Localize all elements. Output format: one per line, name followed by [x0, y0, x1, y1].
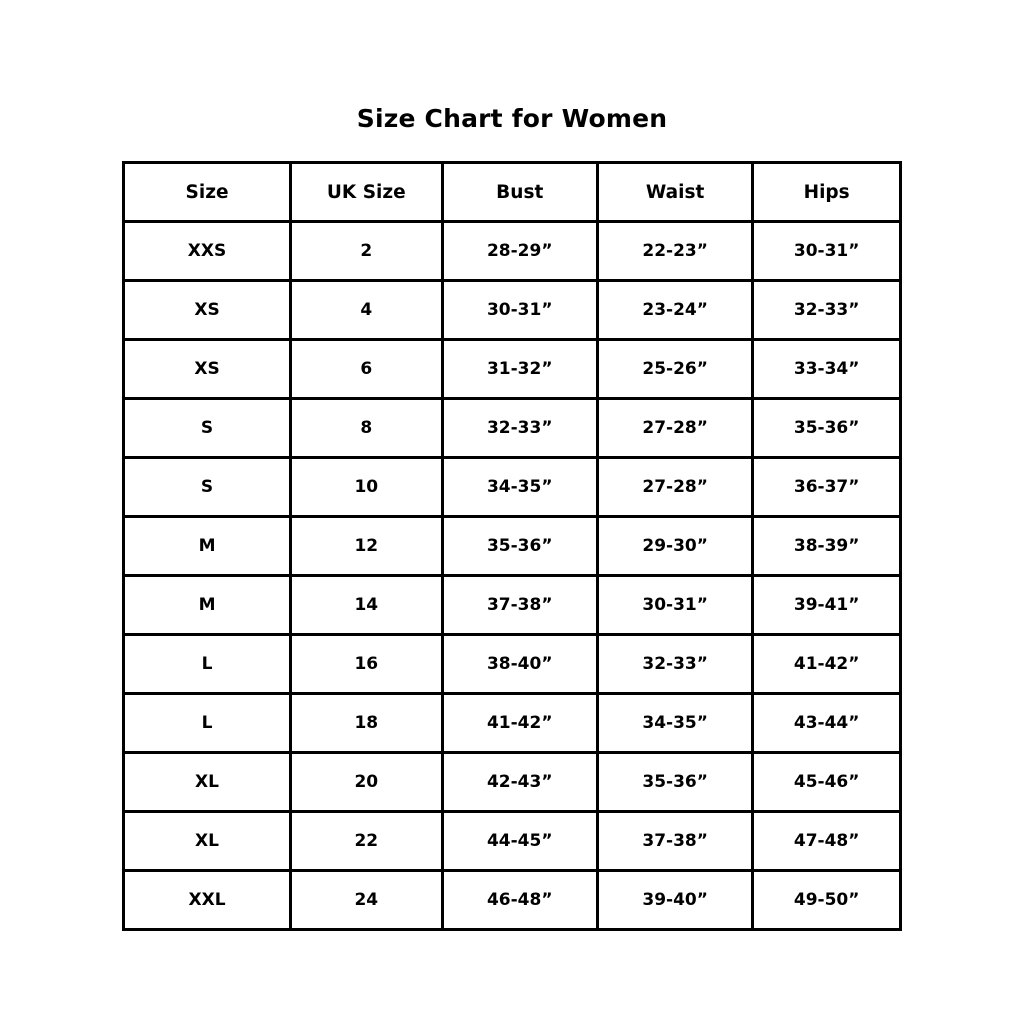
cell-size: XL [124, 812, 291, 871]
table-row [124, 222, 901, 281]
cell-uk-size: 22 [291, 812, 443, 871]
table-row [124, 753, 901, 812]
cell-size: L [124, 635, 291, 694]
cell-waist: 29-30” [597, 517, 752, 576]
cell-hips: 47-48” [753, 812, 901, 871]
cell-hips: 33-34” [753, 340, 901, 399]
cell-waist: 22-23” [597, 222, 752, 281]
table-body [124, 222, 901, 930]
cell-bust: 32-33” [442, 399, 597, 458]
cell-bust: 41-42” [442, 694, 597, 753]
table-row [124, 340, 901, 399]
cell-size: XS [124, 340, 291, 399]
cell-waist: 27-28” [597, 458, 752, 517]
cell-hips: 41-42” [753, 635, 901, 694]
cell-uk-size: 6 [291, 340, 443, 399]
cell-size: XXS [124, 222, 291, 281]
cell-bust: 37-38” [442, 576, 597, 635]
table-row [124, 458, 901, 517]
cell-waist: 34-35” [597, 694, 752, 753]
cell-bust: 46-48” [442, 871, 597, 930]
size-table-container [122, 161, 902, 931]
cell-size: XS [124, 281, 291, 340]
column-header-bust: Bust [442, 163, 597, 222]
table-row [124, 871, 901, 930]
table-row [124, 281, 901, 340]
cell-waist: 37-38” [597, 812, 752, 871]
table-row [124, 517, 901, 576]
cell-uk-size: 2 [291, 222, 443, 281]
cell-size: XXL [124, 871, 291, 930]
cell-uk-size: 18 [291, 694, 443, 753]
cell-hips: 30-31” [753, 222, 901, 281]
cell-hips: 45-46” [753, 753, 901, 812]
cell-size: L [124, 694, 291, 753]
cell-uk-size: 4 [291, 281, 443, 340]
cell-bust: 42-43” [442, 753, 597, 812]
column-header-uk-size: UK Size [291, 163, 443, 222]
cell-uk-size: 16 [291, 635, 443, 694]
cell-uk-size: 20 [291, 753, 443, 812]
cell-waist: 30-31” [597, 576, 752, 635]
cell-uk-size: 24 [291, 871, 443, 930]
cell-hips: 35-36” [753, 399, 901, 458]
cell-waist: 25-26” [597, 340, 752, 399]
cell-hips: 49-50” [753, 871, 901, 930]
cell-size: XL [124, 753, 291, 812]
cell-bust: 31-32” [442, 340, 597, 399]
cell-bust: 38-40” [442, 635, 597, 694]
cell-size: M [124, 576, 291, 635]
cell-hips: 38-39” [753, 517, 901, 576]
cell-waist: 39-40” [597, 871, 752, 930]
cell-size: S [124, 458, 291, 517]
cell-size: M [124, 517, 291, 576]
column-header-waist: Waist [597, 163, 752, 222]
table-row [124, 694, 901, 753]
table-header-row [124, 163, 901, 222]
cell-hips: 32-33” [753, 281, 901, 340]
cell-bust: 34-35” [442, 458, 597, 517]
column-header-size: Size [124, 163, 291, 222]
page-title: Size Chart for Women [356, 104, 668, 133]
cell-size: S [124, 399, 291, 458]
cell-bust: 44-45” [442, 812, 597, 871]
cell-bust: 28-29” [442, 222, 597, 281]
cell-bust: 30-31” [442, 281, 597, 340]
table-row [124, 576, 901, 635]
column-header-hips: Hips [753, 163, 901, 222]
table-row [124, 812, 901, 871]
cell-waist: 35-36” [597, 753, 752, 812]
table-row [124, 399, 901, 458]
cell-waist: 27-28” [597, 399, 752, 458]
cell-hips: 39-41” [753, 576, 901, 635]
cell-uk-size: 12 [291, 517, 443, 576]
cell-waist: 23-24” [597, 281, 752, 340]
cell-bust: 35-36” [442, 517, 597, 576]
cell-hips: 36-37” [753, 458, 901, 517]
cell-uk-size: 10 [291, 458, 443, 517]
cell-uk-size: 14 [291, 576, 443, 635]
table-header [124, 163, 901, 222]
table-row [124, 635, 901, 694]
size-chart-table [122, 161, 902, 931]
cell-hips: 43-44” [753, 694, 901, 753]
cell-waist: 32-33” [597, 635, 752, 694]
cell-uk-size: 8 [291, 399, 443, 458]
